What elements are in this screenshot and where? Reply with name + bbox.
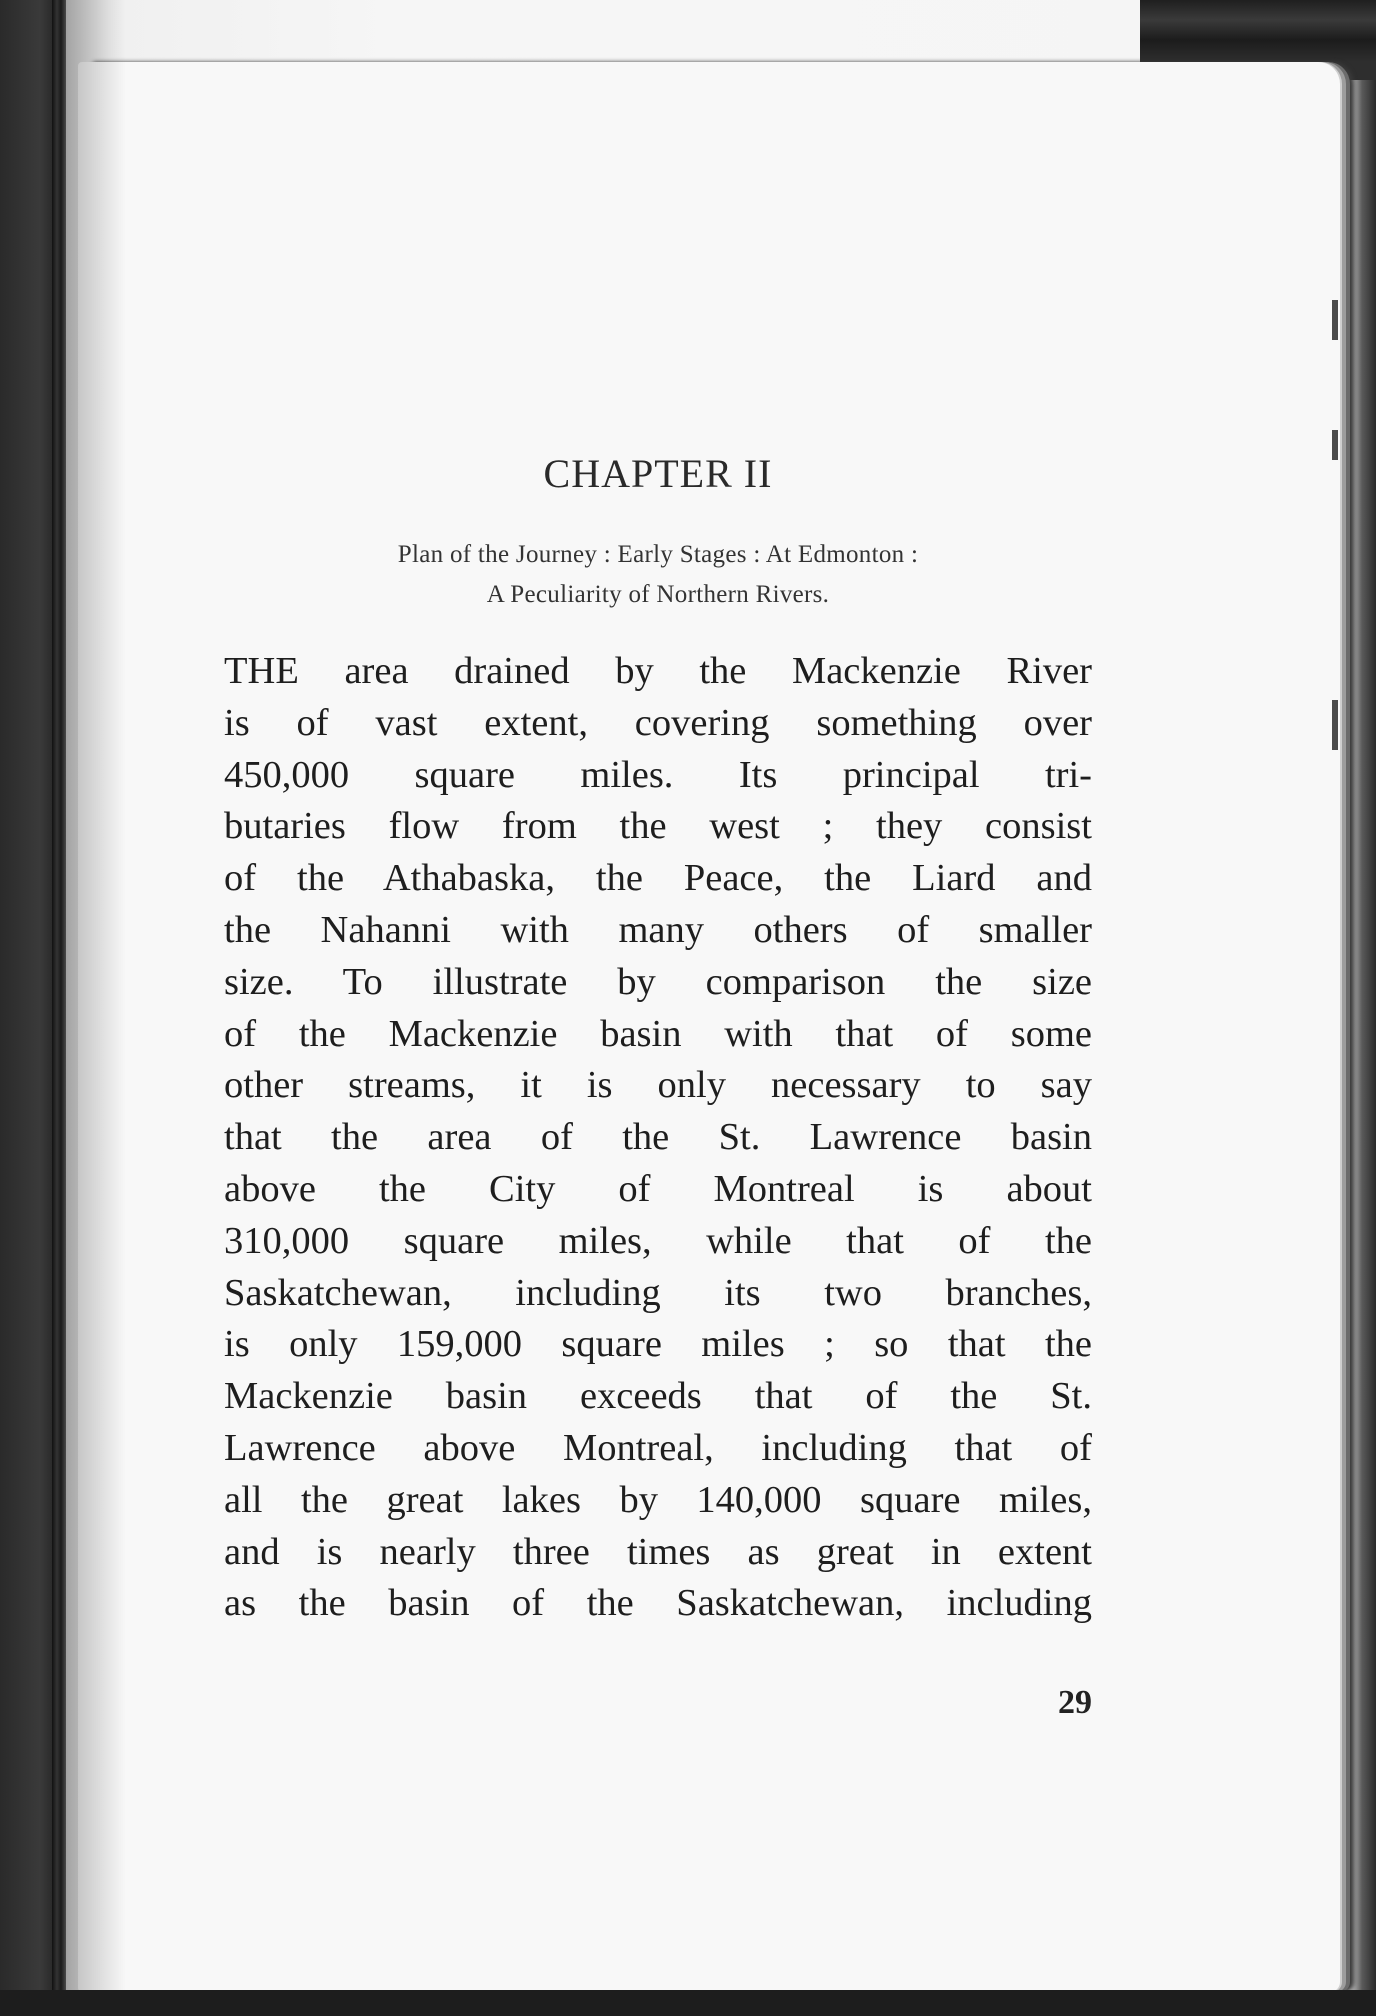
body-line: that the area of the St. Lawrence basin: [224, 1116, 1092, 1159]
body-line: Saskatchewan, including its two branches,: [224, 1271, 1092, 1314]
body-line: butaries flow from the west ; they consist: [224, 805, 1092, 848]
body-line: the Nahanni with many others of smaller: [224, 908, 1092, 951]
body-line: Mackenzie basin exceeds that of the St.: [224, 1375, 1092, 1418]
chapter-summary-line: Plan of the Journey : Early Stages : At Edmonton :: [397, 541, 919, 568]
body-line: other streams, it is only necessary to say: [224, 1064, 1092, 1107]
body-line: and is nearly three times as great in extent: [224, 1530, 1092, 1573]
body-line: 450,000 square miles. Its principal tri-: [224, 753, 1092, 796]
body-line: is only 159,000 square miles ; so that the: [224, 1323, 1092, 1366]
body-text: [224, 646, 1092, 1630]
book-spine: [52, 0, 66, 2016]
body-line: THE area drained by the Mackenzie River: [224, 650, 1092, 692]
body-line: above the City of Montreal is about: [224, 1167, 1092, 1210]
page-edge-mark: [1332, 430, 1338, 460]
body-line: of the Athabaska, the Peace, the Liard and: [224, 857, 1092, 900]
chapter-summary-line: A Peculiarity of Northern Rivers.: [486, 581, 830, 608]
body-line: all the great lakes by 140,000 square miles,: [224, 1478, 1092, 1521]
body-line: of the Mackenzie basin with that of some: [224, 1012, 1092, 1055]
page-edge-mark: [1332, 700, 1338, 750]
body-line: Lawrence above Montreal, including that of: [224, 1426, 1092, 1469]
body-line: 310,000 square miles, while that of the: [224, 1219, 1092, 1262]
page-number: 29: [1058, 1684, 1092, 1721]
book-page: [78, 62, 1340, 1992]
page-edge-mark: [1332, 300, 1338, 340]
body-line: size. To illustrate by comparison the size: [224, 960, 1092, 1003]
chapter-heading: CHAPTER II: [543, 451, 773, 496]
body-line: is of vast extent, covering something over: [224, 701, 1092, 744]
gutter-shadow: [66, 0, 126, 2016]
scan-bottom-edge: [0, 1990, 1376, 2016]
body-line: as the basin of the Saskatchewan, including: [224, 1582, 1092, 1625]
chapter-summary: [224, 535, 1092, 615]
